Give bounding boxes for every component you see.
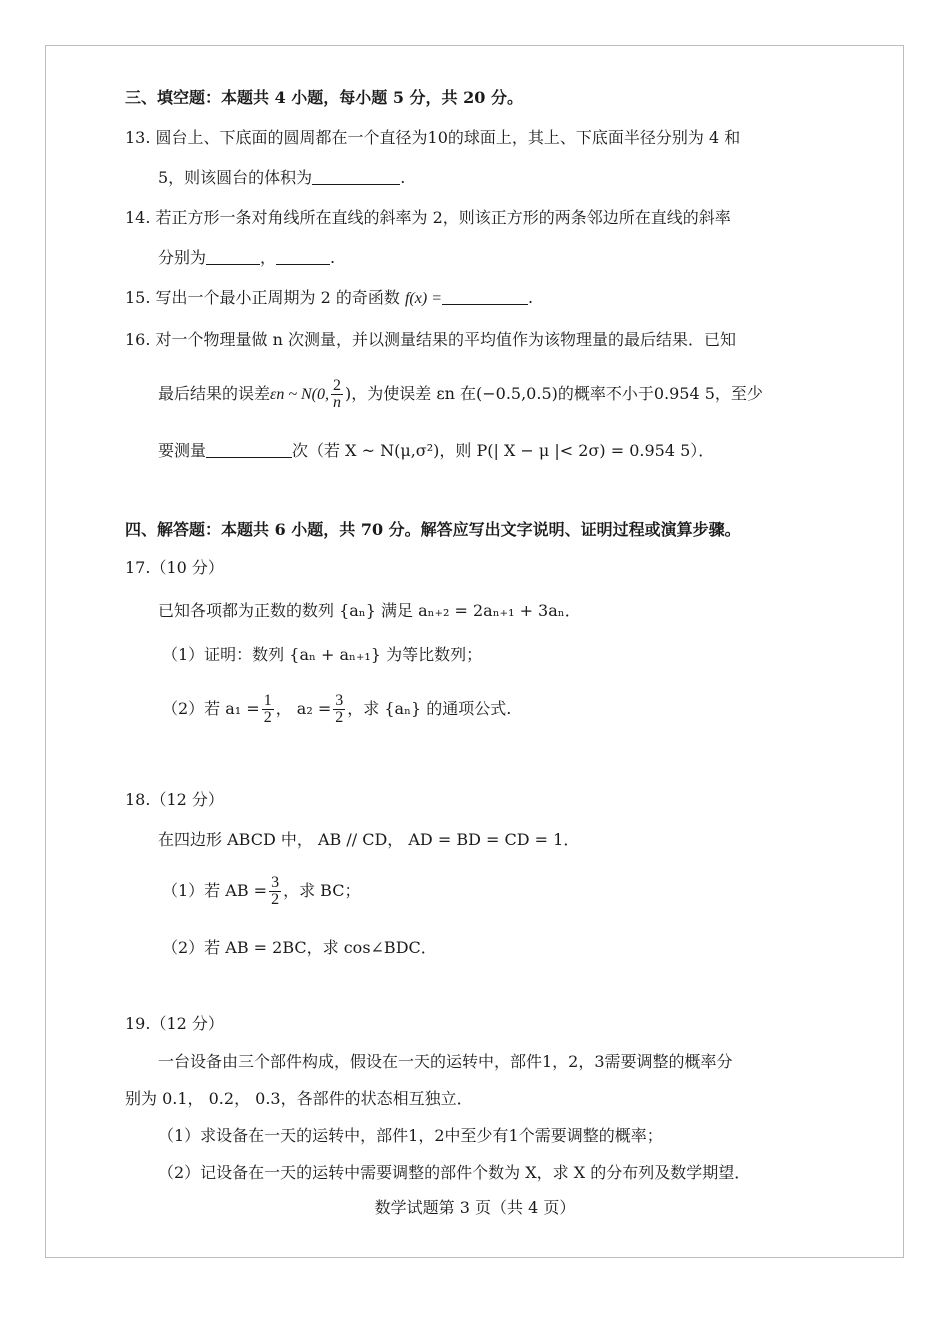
section-4-heading: 四、解答题：本题共 6 小题，共 70 分。解答应写出文字说明、证明过程或演算步骤。 [125, 520, 741, 539]
q18-stem: 在四边形 ABCD 中， AB // CD， AD = BD = CD = 1． [158, 830, 580, 849]
q15-period: . [527, 288, 534, 307]
q17-fraction-2 [333, 693, 345, 726]
q14-answer-blank-1[interactable] [206, 250, 260, 265]
q19-part-2: （2）记设备在一天的运转中需要调整的部件个数为 X，求 X 的分布列及数学期望． [158, 1163, 751, 1182]
q14-text: 分别为 [158, 248, 207, 267]
q17-part-2 [162, 690, 511, 728]
q15-expression: f(x) = [404, 290, 442, 307]
q18-part-1-text-b: ，求 BC； [283, 881, 361, 900]
q16-text-b: )，为使误差 εn 在(−0.5,0.5)的概率不小于0.954 5，至少 [344, 384, 763, 403]
q18-fraction-numerator: 3 [271, 874, 280, 891]
q16-text-d: 次（若 X ~ N(μ,σ²)，则 P(| X − μ |< 2σ) = 0.954 5）． [292, 441, 715, 460]
q19-line-2: 别为 0.1， 0.2， 0.3，各部件的状态相互独立． [125, 1089, 473, 1108]
q18-label: 18.（12 分） [125, 790, 224, 809]
q14-line-2 [158, 247, 335, 269]
q16-answer-blank[interactable] [206, 443, 292, 458]
q16-error-expression: εn ~ N(0, [270, 386, 329, 403]
section-3-heading: 三、填空题：本题共 4 小题，每小题 5 分，共 20 分。 [125, 88, 523, 107]
q18-part-1 [162, 872, 360, 910]
q19-part-1: （1）求设备在一天的运转中，部件1，2中至少有1个需要调整的概率； [158, 1126, 663, 1145]
q16-text-a: 最后结果的误差 [158, 384, 271, 403]
q14-line-1: 14. 若正方形一条对角线所在直线的斜率为 2，则该正方形的两条邻边所在直线的斜率 [125, 208, 731, 227]
q17-fraction-2-numerator: 3 [335, 692, 344, 709]
q17-label: 17.（10 分） [125, 558, 224, 577]
q16-line-3 [158, 440, 714, 462]
q15-line [125, 287, 533, 310]
q16-line-2 [158, 374, 763, 415]
q17-stem: 已知各项都为正数的数列 {aₙ} 满足 aₙ₊₂ = 2aₙ₊₁ + 3aₙ． [158, 601, 581, 620]
q17-fraction-1-denominator: 2 [263, 709, 272, 726]
q15-text: 15. 写出一个最小正周期为 2 的奇函数 [125, 288, 400, 307]
q13-line-1: 13. 圆台上、下底面的圆周都在一个直径为10的球面上，其上、下底面半径分别为 4 和 [125, 128, 741, 147]
q13-period: . [400, 168, 406, 187]
q17-fraction-2-denominator: 2 [335, 709, 344, 726]
q14-period: . [330, 248, 336, 267]
q18-fraction-denominator: 2 [271, 891, 280, 908]
q17-fraction-1 [262, 693, 274, 726]
q15-answer-blank[interactable] [442, 290, 528, 305]
q18-fraction [269, 875, 281, 908]
q17-fraction-1-numerator: 1 [263, 692, 272, 709]
q16-line-1: 16. 对一个物理量做 n 次测量，并以测量结果的平均值作为该物理量的最后结果．已知 [125, 330, 737, 349]
q13-answer-blank[interactable] [312, 170, 400, 185]
q16-fraction-numerator: 2 [332, 377, 341, 394]
q16-fraction [331, 378, 343, 411]
q17-part-2-text-b: ， a₂ = [275, 699, 332, 718]
q16-text-c: 要测量 [158, 441, 207, 460]
q16-fraction-denominator: n [332, 394, 341, 411]
q19-label: 19.（12 分） [125, 1014, 224, 1033]
q18-part-1-text-a: （1）若 AB = [162, 881, 268, 900]
q17-part-2-text-a: （2）若 a₁ = [162, 699, 260, 718]
q13-line-2 [158, 167, 405, 189]
page-footer: 数学试题第 3 页（共 4 页） [374, 1198, 576, 1217]
q17-part-2-text-c: ，求 {aₙ} 的通项公式. [347, 699, 512, 718]
q17-part-1: （1）证明：数列 {aₙ + aₙ₊₁} 为等比数列； [162, 645, 483, 664]
q14-answer-blank-2[interactable] [276, 250, 330, 265]
q13-text: 5，则该圆台的体积为 [158, 168, 313, 187]
q19-line-1: 一台设备由三个部件构成，假设在一天的运转中，部件1，2，3需要调整的概率分 [158, 1052, 733, 1071]
q14-separator: ， [260, 248, 277, 267]
q18-part-2: （2）若 AB = 2BC，求 cos∠BDC． [162, 938, 437, 957]
